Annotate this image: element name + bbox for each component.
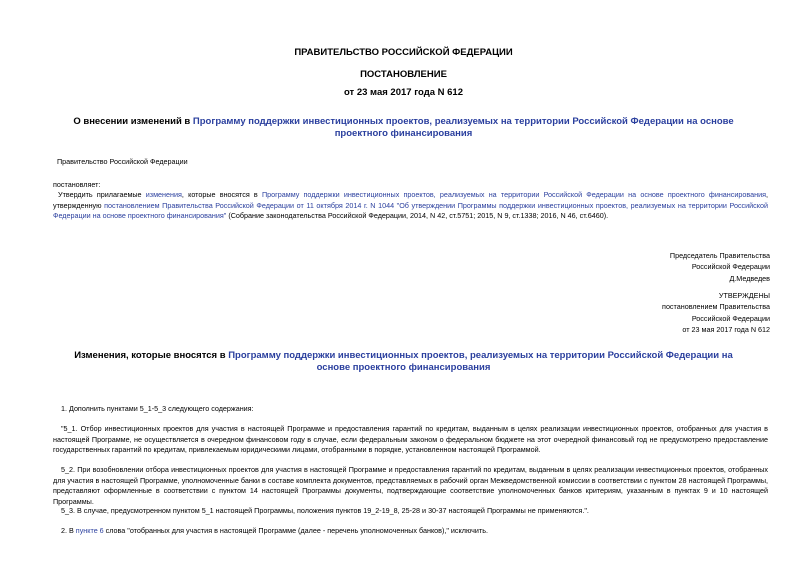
decree-text-b: , которые вносятся в bbox=[181, 190, 262, 199]
date-number-heading: от 23 мая 2017 года N 612 bbox=[343, 87, 464, 98]
program-link-inline[interactable]: Программу поддержки инвестиционных проектов, реализуемых на территории Российской Федерации на основе проектного финансирования bbox=[261, 190, 766, 199]
item-2 bbox=[61, 526, 488, 537]
document-title-prefix: О внесении изменений в bbox=[73, 116, 193, 127]
decree-text-a: Утвердить прилагаемые bbox=[58, 190, 146, 199]
approval-line-3: Российской Федерации bbox=[691, 313, 770, 323]
changes-program-link[interactable]: Программу поддержки инвестиционных проектов, реализуемых на территории Российской Федерации на основе проектного финансирования bbox=[228, 350, 733, 373]
program-link[interactable]: Программу поддержки инвестиционных проектов, реализуемых на территории Российской Федерации на основе проектного финансирования bbox=[192, 116, 734, 139]
paragraph-5-2: 5_2. При возобновлении отбора инвестиционных проектов для участия в настоящей Программе и предоставления гарантий по кредитам, выданным в целях реализации инвестиционных проектов, отобранных для участия в настоящей Программе, уполномоченные банки в составе комплекта документов, представляемых в рабочий орган Межведомственной комиссии в соответствии с пунктом 28 настоящей Программы, представляют оформленные в соответствии с пунктом 14 настоящей Программы документы, подтверждающие соответствие уполномоченных банков критериям, указанным в пунктах 9 и 10 настоящей Программы. bbox=[53, 465, 768, 506]
point-6-link[interactable]: пункте 6 bbox=[75, 526, 104, 535]
signature-country: Российской Федерации bbox=[691, 262, 770, 272]
changes-title bbox=[60, 350, 747, 373]
decree-word: постановляет: bbox=[53, 180, 101, 189]
item-2-text-b: слова "отобранных для участия в настоящей Программе (далее - перечень уполномоченных банков)," исключить. bbox=[103, 526, 488, 535]
changes-link[interactable]: изменения bbox=[145, 190, 182, 199]
approval-block bbox=[662, 290, 770, 335]
changes-title-prefix: Изменения, которые вносятся в bbox=[74, 350, 229, 361]
decree-text-d: (Собрание законодательства Российской Федерации, 2014, N 42, ст.5751; 2015, N 9, ст.1338; 2016, N 46, ст.6460). bbox=[226, 211, 609, 221]
signature-position: Председатель Правительства bbox=[669, 251, 770, 260]
approval-date: от 23 мая 2017 года N 612 bbox=[682, 324, 770, 334]
item-1: 1. Дополнить пунктами 5_1-5_3 следующего содержания: bbox=[61, 404, 254, 413]
approval-title: УТВЕРЖДЕНЫ bbox=[718, 291, 770, 300]
resolution-1044-link[interactable]: постановлением Правительства Российской Федерации от 11 октября 2014 г. N 1044 "Об утверждении Программы поддержки инвестиционных проектов, реализуемых на территории Российской Федерации на основе проектного финансирования" bbox=[53, 200, 768, 221]
signature-name: Д.Медведев bbox=[729, 273, 770, 283]
paragraph-5-3: 5_3. В случае, предусмотренном пунктом 5_1 настоящей Программы, положения пунктов 19_2-19_8, 25-28 и 30-37 настоящей Программы не применяются.". bbox=[61, 506, 589, 515]
government-heading: ПРАВИТЕЛЬСТВО РОССИЙСКОЙ ФЕДЕРАЦИИ bbox=[294, 47, 513, 58]
doc-type-heading: ПОСТАНОВЛЕНИЕ bbox=[360, 69, 447, 80]
paragraph-5-1: "5_1. Отбор инвестиционных проектов для участия в настоящей Программе и предоставления гарантий по кредитам, выданным в целях реализации инвестиционных проектов, отобранных для участия в настоящей Программе, не осуществляется в очередном финансовом году в случае, если федеральным законом о федеральном бюджете на этот очередной финансовый год не предусмотрено предоставление государственных гарантий по кредитам, привлекаемым юридическими лицами, отобранными в порядке, установленном настоящей Программой. bbox=[53, 424, 768, 455]
decree-paragraph bbox=[53, 190, 768, 222]
decree-text-c: , утвержденную bbox=[53, 190, 768, 210]
issuer-text: Правительство Российской Федерации bbox=[57, 157, 188, 166]
signature-block bbox=[670, 250, 770, 284]
item-2-text-a: 2. В bbox=[61, 526, 76, 535]
document-title bbox=[60, 116, 747, 139]
approval-line-2: постановлением Правительства bbox=[662, 302, 770, 312]
